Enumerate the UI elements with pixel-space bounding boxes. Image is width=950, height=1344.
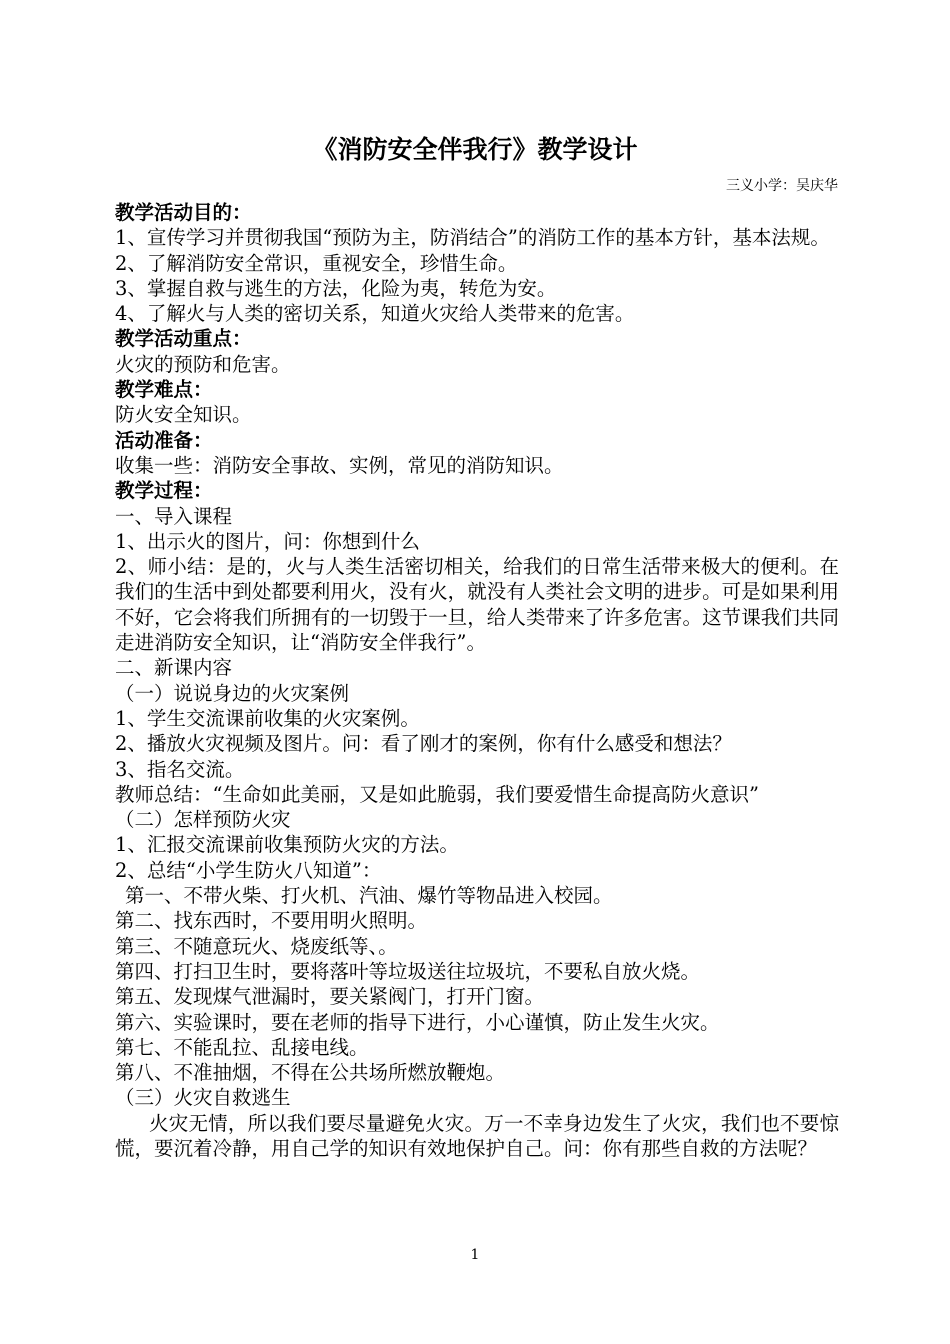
process-item: 2、总结“小学生防火八知道”： — [115, 858, 382, 882]
preparation-heading: 活动准备： — [115, 428, 213, 452]
difficulty-text: 防火安全知识。 — [115, 403, 252, 427]
fire-rule-item: 第二、找东西时，不要用明火照明。 — [115, 909, 428, 933]
purpose-item: 1、宣传学习并贯彻我国“预防为主，防消结合”的消防工作的基本方针，基本法规。 — [115, 226, 830, 250]
purpose-item: 4、了解火与人类的密切关系，知道火灾给人类带来的危害。 — [115, 302, 635, 326]
section-title: 二、新课内容 — [115, 656, 233, 680]
process-item: 3、指名交流。 — [115, 757, 245, 781]
process-item: 1、学生交流课前收集的火灾案例。 — [115, 706, 420, 730]
fire-rule-item: 第一、不带火柴、打火机、汽油、爆竹等物品进入校园。 — [125, 884, 613, 908]
fire-rule-item: 第三、不随意玩火、烧废纸等、。 — [115, 934, 398, 958]
subsection-title: （二）怎样预防火灾 — [115, 808, 291, 832]
page-number: 1 — [470, 1247, 480, 1263]
fire-rule-item: 第四、打扫卫生时，要将落叶等垃圾送往垃圾坑，不要私自放火烧。 — [115, 959, 701, 983]
fire-rule-item: 第六、实验课时，要在老师的指导下进行，小心谨慎，防止发生火灾。 — [115, 1010, 720, 1034]
fire-rule-item: 第五、发现煤气泄漏时，要关紧阀门，打开门窗。 — [115, 985, 545, 1009]
process-item: 2、师小结：是的，火与人类生活密切相关，给我们的日常生活带来极大的便利。在我们的生活中到处都要利用火，没有火，就没有人类社会文明的进步。可是如果利用不好，它会将我们所拥有的一切毁于一旦，给人类带来了许多危害。这节课我们共同走进消防安全知识，让“消防安全伴我行”。 — [115, 555, 839, 655]
escape-paragraph: 火灾无情，所以我们要尽量避免火灾。万一不幸身边发生了火灾，我们也不要惊慌，要沉着冷静，用自己学的知识有效地保护自己。问：你有那些自救的方法呢？ — [115, 1111, 839, 1160]
preparation-text: 收集一些：消防安全事故、实例，常见的消防知识。 — [115, 453, 564, 477]
process-item: 2、播放火灾视频及图片。问：看了刚才的案例，你有什么感受和想法？ — [115, 732, 732, 756]
document-title: 《消防安全伴我行》教学设计 — [312, 135, 638, 164]
purpose-item: 3、掌握自救与逃生的方法，化险为夷，转危为安。 — [115, 276, 557, 300]
process-item: 1、汇报交流课前收集预防火灾的方法。 — [115, 833, 459, 857]
subsection-title: （三）火灾自救逃生 — [115, 1086, 291, 1110]
key-point-heading: 教学活动重点： — [115, 327, 252, 351]
teacher-summary: 教师总结：“生命如此美丽，又是如此脆弱，我们要爱惜生命提高防火意识” — [115, 782, 759, 806]
process-heading: 教学过程： — [115, 479, 213, 503]
key-point-text: 火灾的预防和危害。 — [115, 352, 291, 376]
fire-rule-item: 第七、不能乱拉、乱接电线。 — [115, 1035, 369, 1059]
fire-rule-item: 第八、不准抽烟，不得在公共场所燃放鞭炮。 — [115, 1061, 506, 1085]
subsection-title: （一）说说身边的火灾案例 — [115, 681, 350, 705]
author-line: 三义小学：吴庆华 — [726, 178, 838, 194]
section-title: 一、导入课程 — [115, 504, 233, 528]
document-body — [115, 200, 839, 1161]
purpose-item: 2、了解消防安全常识，重视安全，珍惜生命。 — [115, 251, 518, 275]
purpose-heading: 教学活动目的： — [115, 201, 252, 224]
difficulty-heading: 教学难点： — [115, 378, 213, 402]
process-item: 1、出示火的图片，问：你想到什么 — [115, 529, 420, 553]
